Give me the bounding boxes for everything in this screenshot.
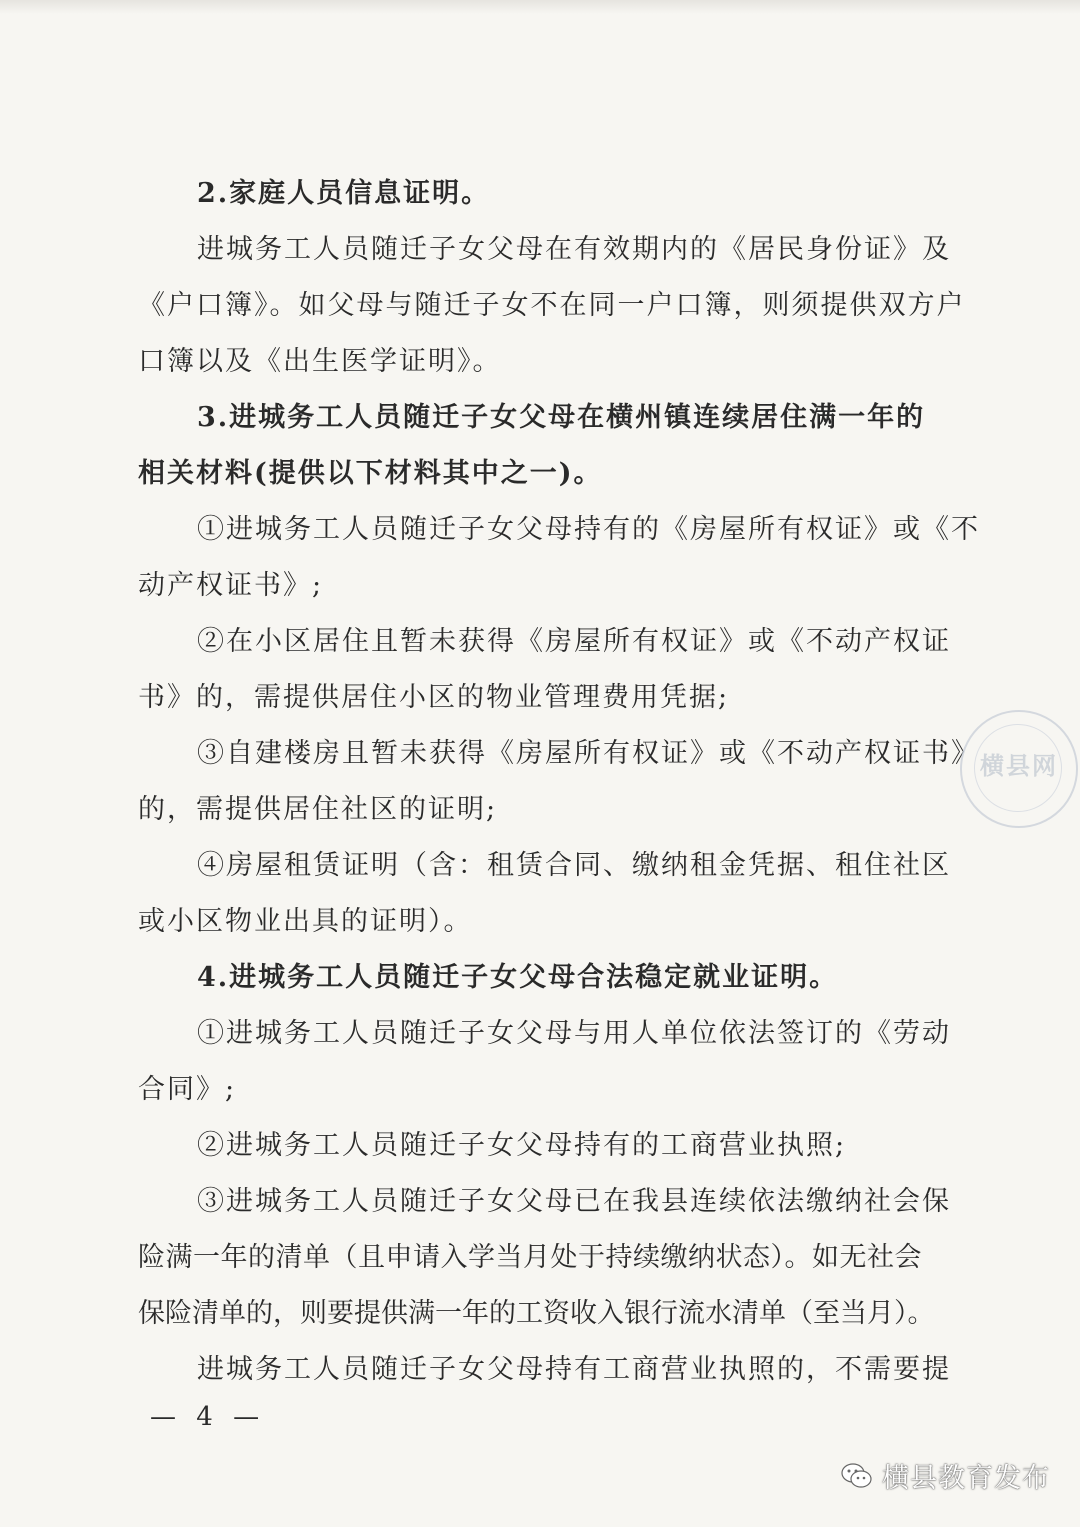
heading-family-info: 2.家庭人员信息证明。 (197, 178, 491, 209)
list-item-line: 或小区物业出具的证明）。 (138, 906, 473, 937)
list-item-line: ③进城务工人员随迁子女父母已在我县连续依法缴纳社会保 (197, 1186, 951, 1217)
list-item-line: ④房屋租赁证明（含：租赁合同、缴纳租金凭据、租住社区 (197, 850, 951, 881)
list-item-line: ①进城务工人员随迁子女父母与用人单位依法签订的《劳动 (197, 1018, 951, 1049)
list-item-line: 险满一年的清单（且申请入学当月处于持续缴纳状态）。如无社会 (138, 1242, 922, 1273)
brand-name: 横县教育发布 (882, 1463, 1050, 1494)
list-item-line: 书》的，需提供居住小区的物业管理费用凭据; (138, 682, 730, 713)
heading-residence: 3.进城务工人员随迁子女父母在横州镇连续居住满一年的 (197, 402, 926, 433)
page-number: — 4 — (150, 1402, 266, 1432)
paragraph-line: 进城务工人员随迁子女父母持有工商营业执照的，不需要提 (197, 1354, 951, 1385)
list-item-line: ②在小区居住且暂未获得《房屋所有权证》或《不动产权证 (197, 626, 951, 657)
heading-residence-cont: 相关材料(提供以下材料其中之一)。 (138, 458, 603, 489)
stamp-text: 横县网 (980, 752, 1058, 780)
paragraph-line: 进城务工人员随迁子女父母在有效期内的《居民身份证》及 (197, 234, 951, 265)
list-item-line: ①进城务工人员随迁子女父母持有的《房屋所有权证》或《不 (197, 514, 980, 545)
list-item-line: 动产权证书》; (138, 570, 324, 601)
list-item-line: 的，需提供居住社区的证明; (138, 794, 498, 825)
page-top-edge (0, 0, 1080, 14)
list-item-line: 保险清单的，则要提供满一年的工资收入银行流水清单（至当月）。 (138, 1298, 935, 1329)
list-item-line: ③自建楼房且暂未获得《房屋所有权证》或《不动产权证书》 (197, 738, 980, 769)
paragraph-line: 口簿以及《出生医学证明》。 (138, 346, 502, 377)
paragraph-line: 《户口簿》。如父母与随迁子女不在同一户口簿，则须提供双方户 (138, 290, 966, 321)
wechat-icon (840, 1459, 874, 1493)
list-item-line: 合同》; (138, 1074, 237, 1105)
heading-employment: 4.进城务工人员随迁子女父母合法稳定就业证明。 (197, 962, 839, 993)
brand-watermark (840, 1456, 1050, 1495)
watermark-stamp (960, 710, 1078, 828)
list-item-line: ②进城务工人员随迁子女父母持有的工商营业执照; (197, 1130, 847, 1161)
